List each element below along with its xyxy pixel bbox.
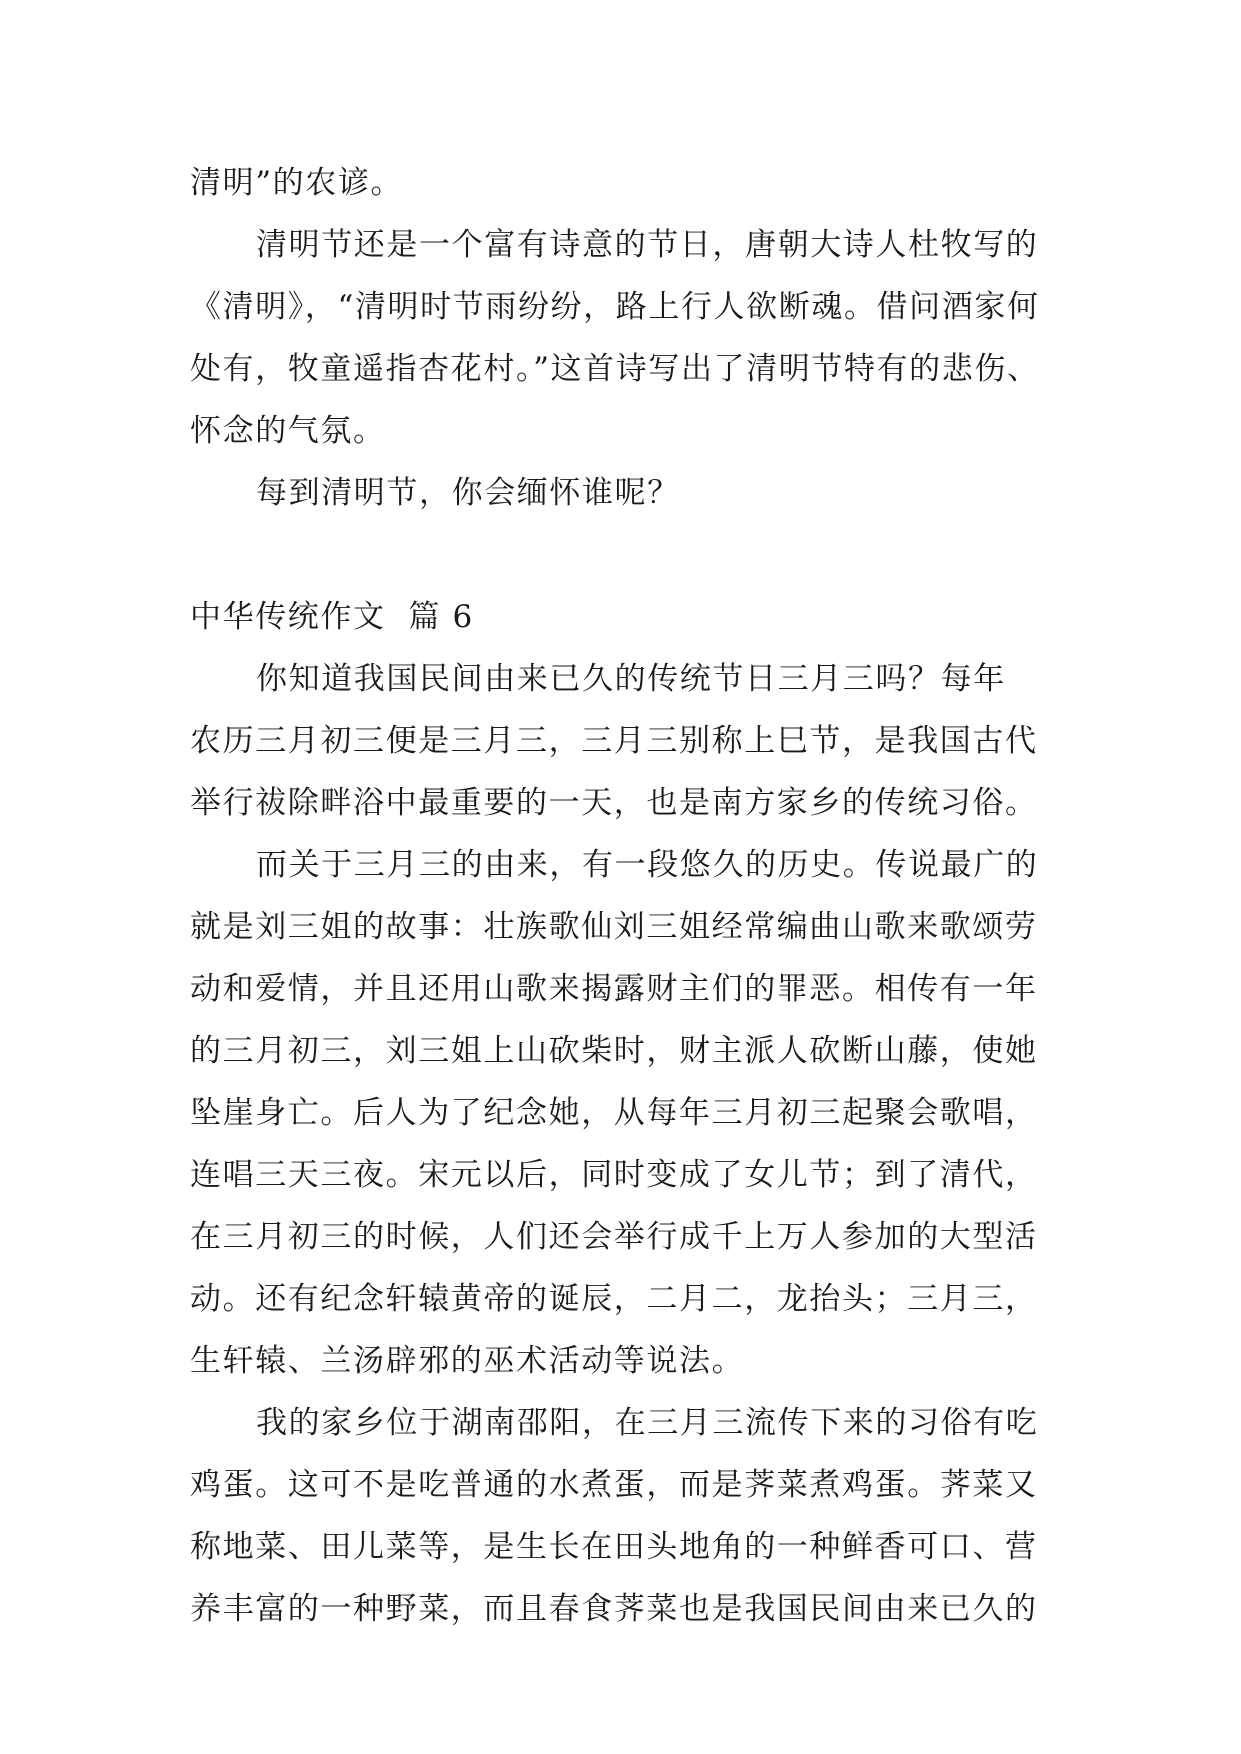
section6-paragraph-1 [190, 648, 1070, 834]
prev-paragraph-2 [190, 214, 1070, 462]
text-line: 的三月初三，刘三姐上山砍柴时，财主派人砍断山藤，使她 [190, 1033, 1038, 1069]
section-heading: 中华传统作文 篇 6 [190, 599, 474, 635]
text-line: 每到清明节，你会缅怀谁呢？ [256, 475, 680, 511]
text-line: 称地菜、田儿菜等，是生长在田头地角的一种鲜香可口、营 [190, 1529, 1038, 1565]
text-line: 清明节还是一个富有诗意的节日，唐朝大诗人杜牧写的 [256, 227, 1039, 263]
text-line: 你知道我国民间由来已久的传统节日三月三吗？每年 [256, 661, 1006, 697]
text-line: 举行祓除畔浴中最重要的一天，也是南方家乡的传统习俗。 [190, 785, 1038, 821]
text-line: 就是刘三姐的故事：壮族歌仙刘三姐经常编曲山歌来歌颂劳 [190, 909, 1038, 945]
text-line: 我的家乡位于湖南邵阳，在三月三流传下来的习俗有吃 [256, 1405, 1039, 1441]
text-line: 在三月初三的时候，人们还会举行成千上万人参加的大型活 [190, 1219, 1038, 1255]
prev-paragraph-1 [190, 152, 1070, 214]
text-line: 养丰富的一种野菜，而且春食荠菜也是我国民间由来已久的 [190, 1591, 1038, 1627]
text-line: 生轩辕、兰汤辟邪的巫术活动等说法。 [190, 1343, 745, 1379]
text-line: 农历三月初三便是三月三，三月三别称上巳节，是我国古代 [190, 723, 1038, 759]
text-line: 《清明》，“清明时节雨纷纷，路上行人欲断魂。借问酒家何 [190, 289, 1040, 325]
text-line: 动。还有纪念轩辕黄帝的诞辰，二月二，龙抬头；三月三， [190, 1281, 1038, 1317]
text-line: 怀念的气氛。 [190, 413, 386, 449]
section6-paragraph-2 [190, 834, 1070, 1392]
text-line: 鸡蛋。这可不是吃普通的水煮蛋，而是荠菜煮鸡蛋。荠菜又 [190, 1467, 1038, 1503]
text-line: 坠崖身亡。后人为了纪念她，从每年三月初三起聚会歌唱， [190, 1095, 1038, 1131]
section-gap [190, 524, 1070, 586]
prev-paragraph-3 [190, 462, 1070, 524]
text-line: 而关于三月三的由来，有一段悠久的历史。传说最广的 [256, 847, 1039, 883]
text-line: 清明”的农谚。 [190, 165, 404, 201]
document-page [190, 152, 1070, 1640]
text-line: 处有，牧童遥指杏花村。”这首诗写出了清明节特有的悲伤、 [190, 351, 1040, 387]
text-line: 连唱三天三夜。宋元以后，同时变成了女儿节；到了清代， [190, 1157, 1038, 1193]
text-line: 动和爱情，并且还用山歌来揭露财主们的罪恶。相传有一年 [190, 971, 1038, 1007]
section6-paragraph-3 [190, 1392, 1070, 1640]
